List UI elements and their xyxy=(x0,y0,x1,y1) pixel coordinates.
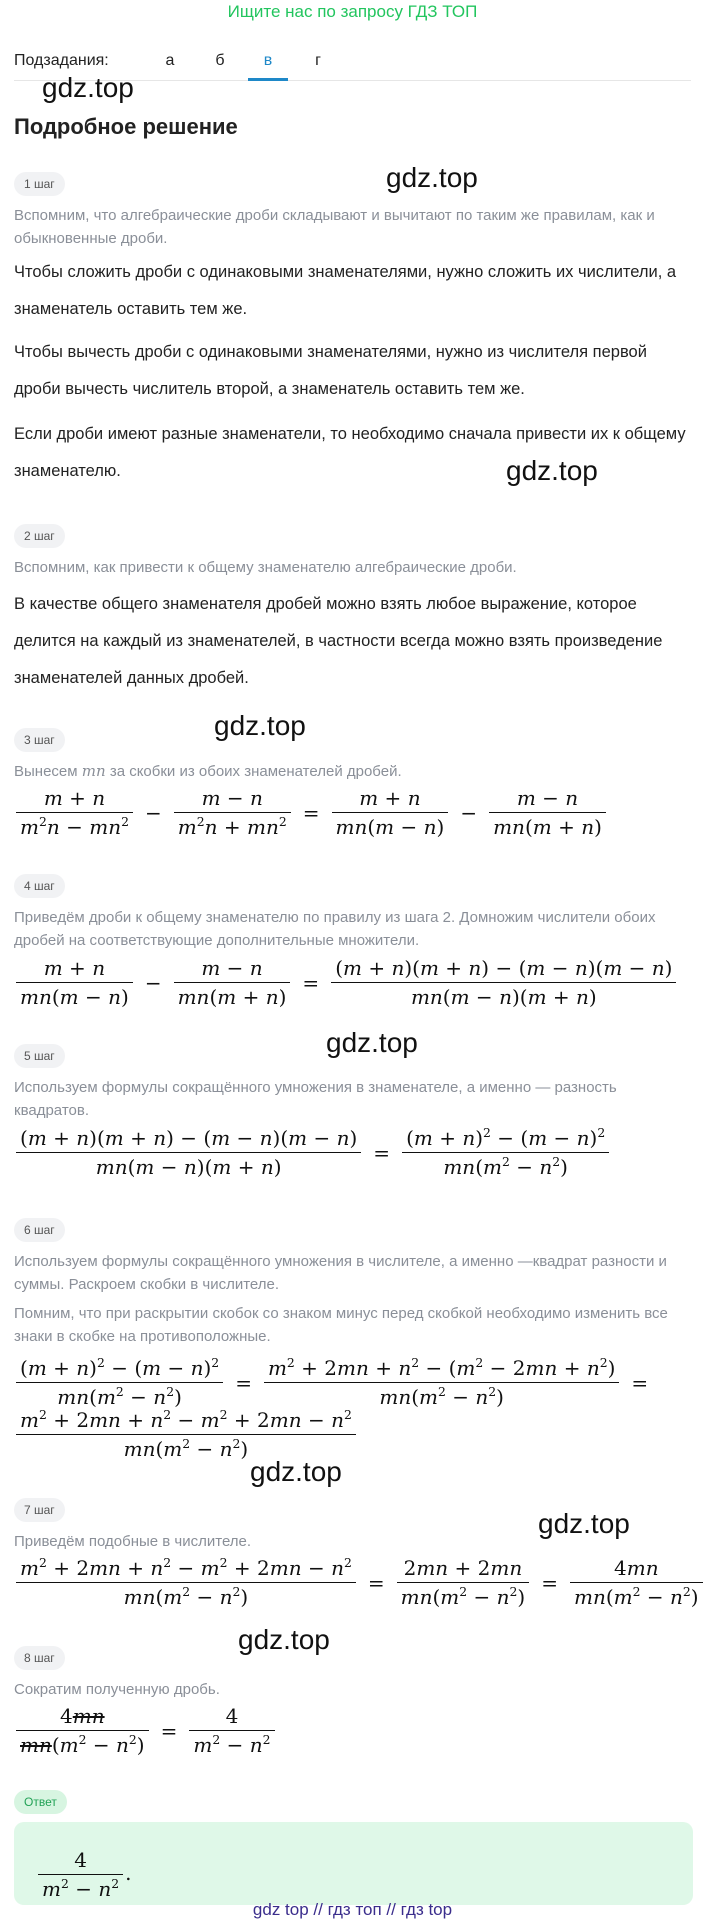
watermark: gdz.top xyxy=(238,1624,330,1655)
watermark: gdz.top xyxy=(386,162,478,193)
tab-g[interactable]: г xyxy=(315,52,321,69)
step-paragraph: Чтобы вычесть дроби с одинаковыми знаменателями, нужно из числителя первой дроби вычесть числитель второй, а знаменатель оставить тем же. xyxy=(14,343,647,398)
watermark: gdz.top xyxy=(42,72,134,103)
step-note: Сократим полученную дробь. xyxy=(14,1681,220,1698)
step-badge: 3 шаг xyxy=(14,728,65,752)
answer-box xyxy=(14,1822,693,1905)
step-note: Приведём подобные в числителе. xyxy=(14,1533,252,1550)
tab-a[interactable]: а xyxy=(165,52,175,69)
watermark: gdz.top xyxy=(506,455,598,486)
step-note: Используем формулы сокращённого умножения в знаменателе, а именно — разность квадратов. xyxy=(14,1079,617,1119)
search-banner: Ищите нас по запросу ГДЗ ТОП xyxy=(227,2,478,21)
formula-step-6-line-2: $\frac{m^2 + 2mn + n^2 - m^2 + 2mn - n^2}{mn(m^2 - n^2)}$ xyxy=(14,1408,358,1461)
step-badge: 1 шаг xyxy=(14,172,65,196)
answer-formula: $\frac{4}{m^2 - n^2}$ . xyxy=(36,1848,131,1901)
step-badge: 7 шаг xyxy=(14,1498,65,1522)
formula-step-8: $\frac{4mn}{mn(m^2 - n^2)}$ = $\frac{4}{m^2 - n^2}$ xyxy=(14,1704,277,1757)
subtasks-label: Подзадания: xyxy=(14,52,109,69)
step-badge: 2 шаг xyxy=(14,524,65,548)
formula-step-4: $\frac{m + n}{mn(m - n)}$ − $\frac{m - n}{mn(m + n)}$ = $\frac{(m + n)(m + n) - (m - n)(m - n)}{mn(m - n)(m + n)}$ xyxy=(14,956,678,1009)
step-badge: 5 шаг xyxy=(14,1044,65,1068)
watermark: gdz.top xyxy=(538,1508,630,1539)
step-note: Используем формулы сокращённого умножения в числителе, а именно —квадрат разности и суммы. Раскроем скобки в числителе. xyxy=(14,1253,667,1293)
watermark: gdz.top xyxy=(214,710,306,741)
formula-step-7: $\frac{m^2 + 2mn + n^2 - m^2 + 2mn - n^2}{mn(m^2 - n^2)}$ = $\frac{2mn + 2mn}{mn(m^2 - n^2)}$ = $\frac{4mn}{mn(m^2 - n^2)}$ xyxy=(14,1556,705,1609)
step-note: Помним, что при раскрытии скобок со знаком минус перед скобкой необходимо изменить все знаки в скобке на противоположные. xyxy=(14,1305,668,1345)
step-note: Приведём дроби к общему знаменателю по правилу из шага 2. Домножим числители обоих дробей на соответствующие дополнительные множители. xyxy=(14,909,656,949)
step-paragraph: В качестве общего знаменателя дробей можно взять любое выражение, которое делится на каждый из знаменателей, в частности всегда можно взять произведение знаменателей данных дробей. xyxy=(14,595,663,687)
step-note: Вынесем mn за скобки из обоих знаменателей дробей. xyxy=(14,762,402,780)
page-title: Подробное решение xyxy=(14,114,238,139)
formula-step-3: $\frac{m + n}{m^2n - mn^2}$ − $\frac{m - n}{m^2n + mn^2}$ = $\frac{m + n}{mn(m - n)}$ − $\frac{m - n}{mn(m + n)}$ xyxy=(14,786,608,839)
answer-badge: Ответ xyxy=(14,1790,67,1814)
step-badge: 4 шаг xyxy=(14,874,65,898)
tab-b[interactable]: б xyxy=(215,52,225,69)
footer-links[interactable]: gdz top // гдз топ // гдз top xyxy=(252,1900,453,1919)
step-note: Вспомним, как привести к общему знаменателю алгебраические дроби. xyxy=(14,559,517,576)
watermark: gdz.top xyxy=(250,1456,342,1487)
step-badge: 8 шаг xyxy=(14,1646,65,1670)
tab-v[interactable]: в xyxy=(248,52,288,81)
formula-step-6-line-1: $\frac{(m + n)^2 - (m - n)^2}{mn(m^2 - n^2)}$ = $\frac{m^2 + 2mn + n^2 - (m^2 - 2mn + n^2)}{mn(m^2 - n^2)}$ = xyxy=(14,1356,658,1409)
watermark: gdz.top xyxy=(326,1027,418,1058)
step-note: Вспомним, что алгебраические дроби складывают и вычитают по таким же правилам, как и обыкновенные дроби. xyxy=(14,207,655,247)
step-paragraph: Чтобы сложить дроби с одинаковыми знаменателями, нужно сложить их числители, а знаменатель оставить тем же. xyxy=(14,263,677,318)
step-paragraph: Если дроби имеют разные знаменатели, то необходимо сначала привести их к общему знаменателю. xyxy=(14,425,686,480)
step-badge: 6 шаг xyxy=(14,1218,65,1242)
formula-step-5: $\frac{(m + n)(m + n) - (m - n)(m - n)}{mn(m - n)(m + n)}$ = $\frac{(m + n)^2 - (m - n)^2}{mn(m^2 - n^2)}$ xyxy=(14,1126,611,1179)
